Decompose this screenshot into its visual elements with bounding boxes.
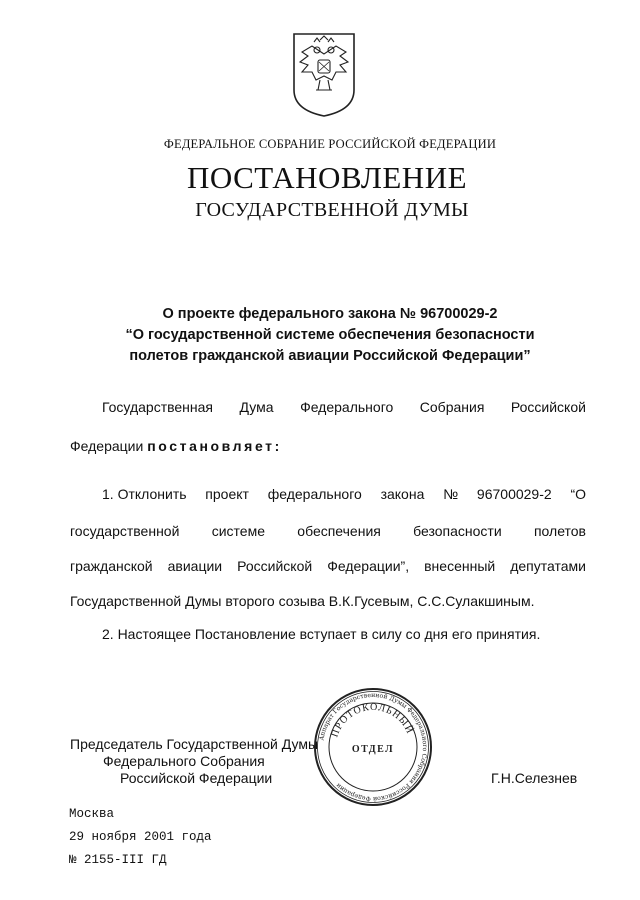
item1-line	[70, 523, 586, 539]
word: полетов	[533, 523, 586, 539]
word: Российской	[237, 558, 313, 574]
footer-number: № 2155-III ГД	[69, 853, 167, 867]
preamble-line	[102, 399, 586, 415]
word: закона	[380, 486, 425, 502]
word: Собрания	[419, 399, 485, 415]
word: №	[443, 486, 459, 502]
signatory-name: Г.Н.Селезнев	[491, 770, 578, 786]
word: авиации	[167, 558, 223, 574]
word: 1. Отклонить	[102, 486, 187, 502]
document-type: ПОСТАНОВЛЕНИЕ	[186, 160, 468, 195]
item1-line	[70, 558, 586, 574]
word: системе	[211, 523, 265, 539]
signature-title: Федерального Собрания	[103, 753, 265, 769]
item1-line	[102, 486, 586, 502]
document-subject	[80, 304, 580, 367]
signature-title: Российской Федерации	[120, 770, 273, 786]
word: безопасности	[413, 523, 502, 539]
word: обеспечения	[297, 523, 381, 539]
subject-line: полетов гражданской авиации Российской Федерации”	[129, 348, 531, 364]
footer-city: Москва	[69, 807, 115, 821]
organization-name: ФЕДЕРАЛЬНОЕ СОБРАНИЕ РОССИЙСКОЙ ФЕДЕРАЦИИ	[163, 137, 497, 151]
word: Дума	[239, 399, 274, 415]
official-stamp	[312, 686, 434, 808]
word: внесенный	[424, 558, 496, 574]
word: федерального	[267, 486, 362, 502]
word: Государственная	[102, 399, 214, 415]
word: гражданской	[70, 558, 153, 574]
subject-line: “О государственной системе обеспечения безопасности	[125, 327, 535, 343]
preamble-line	[70, 438, 282, 454]
word: “О	[570, 486, 586, 502]
stamp-center-text: ОТДЕЛ	[351, 744, 395, 755]
word: Российской	[510, 399, 586, 415]
issuing-body: ГОСУДАРСТВЕННОЙ ДУМЫ	[195, 199, 469, 221]
coat-of-arms-icon	[292, 32, 356, 118]
word: государственной	[70, 523, 180, 539]
word: депутатами	[510, 558, 586, 574]
footer-date: 29 ноября 2001 года	[69, 830, 212, 844]
item1-line: Государственной Думы второго созыва В.К.Гусевым, С.С.Сулакшиным.	[70, 593, 535, 609]
resolution-verb: постановляет:	[147, 438, 282, 454]
stamp-inner-text: ПРОТОКОЛЬНЫЙ	[329, 701, 416, 739]
subject-line: О проекте федерального закона № 96700029-2	[162, 306, 498, 322]
word: Федерации”,	[327, 558, 410, 574]
document-footer	[69, 803, 212, 872]
word: 96700029-2	[476, 486, 552, 502]
word: проект	[205, 486, 249, 502]
stamp-outer-text: Аппарат Государственной Думы Федерального Собрания Российской Федерации	[318, 691, 429, 803]
word: Федерального	[300, 399, 394, 415]
word: Федерации	[70, 438, 144, 454]
signature-title: Председатель Государственной Думы	[70, 736, 319, 752]
item2-text: 2. Настоящее Постановление вступает в силу со дня его принятия.	[102, 626, 541, 642]
